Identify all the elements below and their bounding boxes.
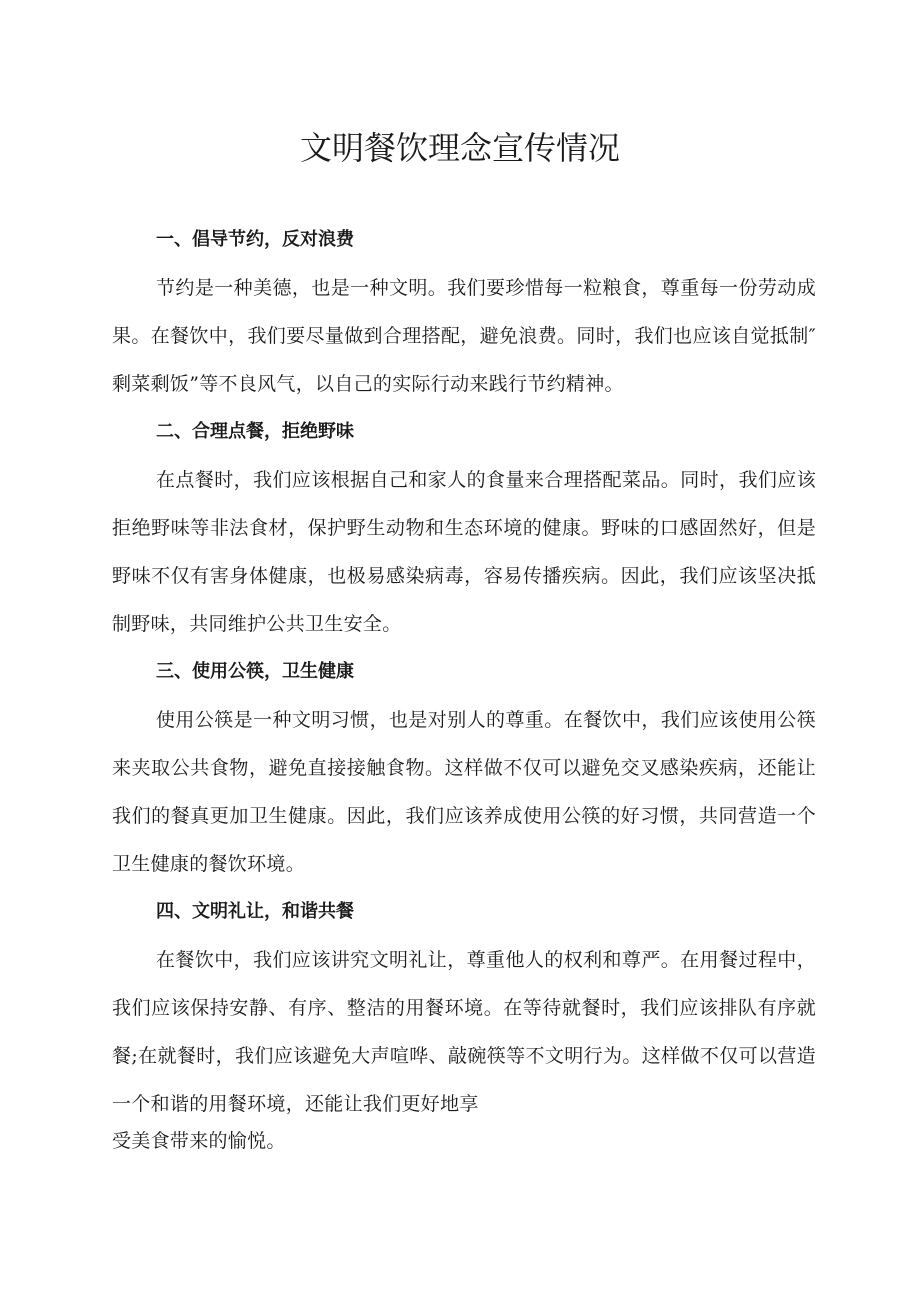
- document-title: 文明餐饮理念宣传情况: [299, 129, 620, 167]
- section-paragraph-tail: 受美食带来的愉悦。: [112, 1130, 286, 1152]
- section-paragraph: 在餐饮中，我们应该讲究文明礼让，尊重他人的权利和尊严。在用餐过程中，我们应该保持安静、有序、整洁的用餐环境。在等待就餐时，我们应该排队有序就餐;在就餐时，我们应该避免大声喧哗、敲碗筷等不文明行为。这样做不仅可以营造一个和谐的用餐环境，还能让我们更好地享: [112, 949, 816, 1115]
- section-3: [112, 648, 816, 888]
- section-paragraph: 在点餐时，我们应该根据自己和家人的食量来合理搭配菜品。同时，我们应该拒绝野味等非法食材，保护野生动物和生态环境的健康。野味的口感固然好，但是野味不仅有害身体健康，也极易感染病毒，容易传播疾病。因此，我们应该坚决抵制野味，共同维护公共卫生安全。: [112, 469, 816, 635]
- section-paragraph: 使用公筷是一种文明习惯，也是对别人的尊重。在餐饮中，我们应该使用公筷来夹取公共食物，避免直接接触食物。这样做不仅可以避免交叉感染疾病，还能让我们的餐真更加卫生健康。因此，我们应该养成使用公筷的好习惯，共同营造一个卫生健康的餐饮环境。: [112, 709, 816, 875]
- document-body: [112, 216, 816, 1154]
- section-heading: 四、文明礼让，和谐共餐: [156, 901, 354, 922]
- section-heading: 二、合理点餐，拒绝野味: [156, 421, 354, 442]
- section-heading: 三、使用公筷，卫生健康: [156, 661, 354, 682]
- section-4: [112, 888, 816, 1154]
- section-2: [112, 408, 816, 648]
- section-heading: 一、倡导节约，反对浪费: [156, 229, 354, 250]
- section-paragraph: 节约是一种美德，也是一种文明。我们要珍惜每一粒粮食，尊重每一份劳动成果。在餐饮中，我们要尽量做到合理搭配，避免浪费。同时，我们也应该自觉抵制″剩菜剩饭”等不良风气，以自己的实际行动来践行节约精神。: [112, 277, 816, 395]
- section-1: [112, 216, 816, 408]
